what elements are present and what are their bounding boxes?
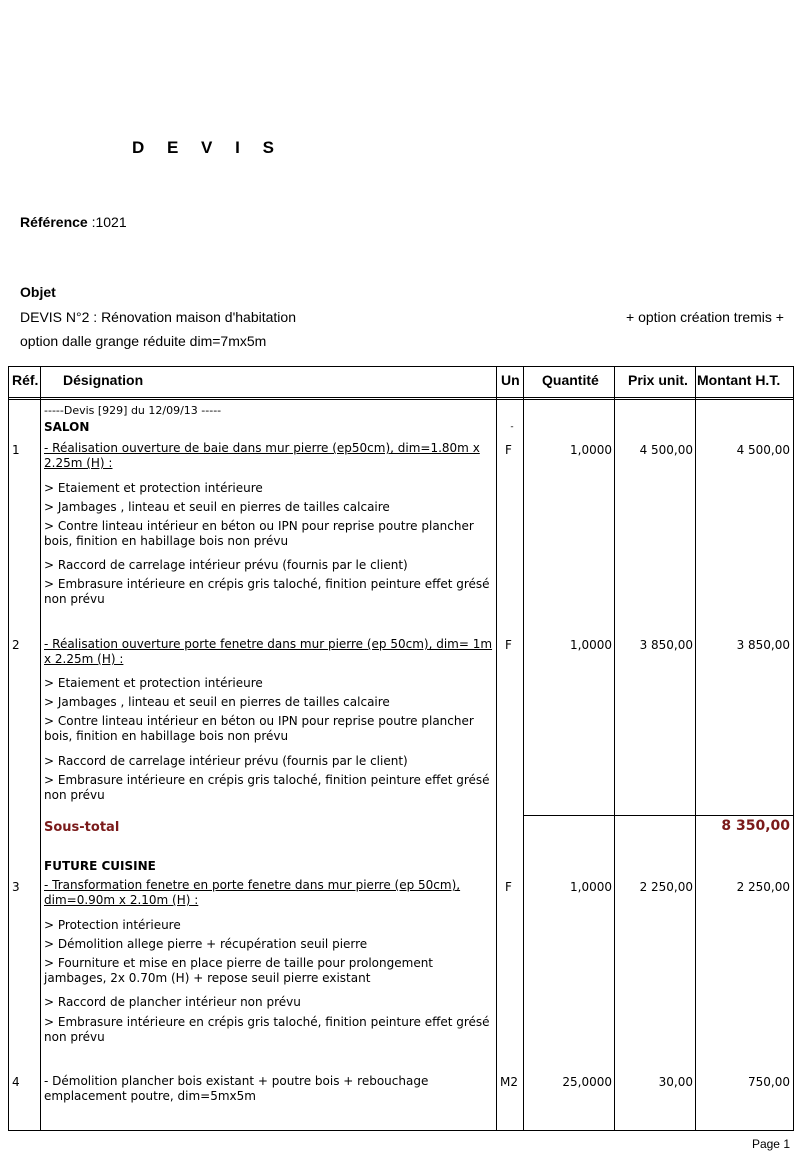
item-2-detail: > Embrasure intérieure en crépis gris taloché, finition peinture effet grésé non prévu	[44, 773, 490, 802]
subtotal-divider	[523, 815, 794, 816]
item-4-quantity: 25,0000	[562, 1075, 612, 1089]
item-1-price: 4 500,00	[639, 443, 693, 457]
col-divider-ref	[40, 366, 41, 1131]
col-header-quantite: Quantité	[542, 372, 599, 388]
item-3-amount: 2 250,00	[736, 880, 790, 894]
item-4-ref: 4	[12, 1075, 20, 1089]
item-3-detail: > Raccord de plancher intérieur non prévu	[44, 995, 301, 1009]
item-3-unit: F	[505, 880, 512, 894]
item-1-unit: F	[505, 443, 512, 457]
col-header-prix: Prix unit.	[628, 372, 688, 388]
objet-option: + option création tremis +	[626, 309, 784, 325]
reference-value: :1021	[91, 214, 127, 230]
item-2-title: - Réalisation ouverture porte fenetre dans mur pierre (ep 50cm), dim= 1m x 2.25m (H) :	[44, 637, 493, 666]
section-future-cuisine: FUTURE CUISINE	[44, 859, 156, 873]
item-2-detail: > Etaiement et protection intérieure	[44, 676, 263, 690]
item-3-price: 2 250,00	[639, 880, 693, 894]
item-1-title: - Réalisation ouverture de baie dans mur pierre (ep50cm), dim=1.80m x 2.25m (H) :	[44, 441, 480, 470]
subtotal-value: 8 350,00	[721, 818, 790, 834]
item-1-detail: > Embrasure intérieure en crépis gris taloché, finition peinture effet grésé non prévu	[44, 577, 490, 606]
item-4-price: 30,00	[658, 1075, 693, 1089]
item-2-detail: > Jambages , linteau et seuil en pierres de tailles calcaire	[44, 695, 390, 709]
item-1-detail: > Jambages , linteau et seuil en pierres de tailles calcaire	[44, 500, 390, 514]
header-divider	[8, 397, 794, 398]
salon-dash: -	[510, 422, 514, 432]
subtotal-label: Sous-total	[44, 820, 120, 835]
document-title: D E V I S	[132, 138, 283, 157]
item-2-detail: > Raccord de carrelage intérieur prévu (fournis par le client)	[44, 754, 408, 768]
col-divider-designation	[496, 366, 497, 1131]
col-divider-qty	[614, 366, 615, 1131]
page-number: Page 1	[751, 1137, 790, 1151]
item-1-detail: > Etaiement et protection intérieure	[44, 481, 263, 495]
reference-label: Référence	[20, 214, 88, 230]
item-3-title: - Transformation fenetre en porte fenetre dans mur pierre (ep 50cm), dim=0.90m x 2.10m (H) :	[44, 878, 461, 907]
item-3-detail: > Démolition allege pierre + récupération seuil pierre	[44, 937, 368, 951]
col-header-montant: Montant H.T.	[697, 372, 781, 388]
item-3-quantity: 1,0000	[570, 880, 612, 894]
item-1-detail: > Raccord de carrelage intérieur prévu (fournis par le client)	[44, 558, 408, 572]
objet-label: Objet	[20, 284, 56, 300]
item-2-detail: > Contre linteau intérieur en béton ou IPN pour reprise poutre plancher bois, finition en habillage bois non prévu	[44, 714, 474, 743]
objet-line-1: DEVIS N°2 : Rénovation maison d'habitation	[20, 309, 296, 325]
header-divider-2	[8, 399, 794, 400]
item-3-detail: > Embrasure intérieure en crépis gris taloché, finition peinture effet grésé non prévu	[44, 1015, 490, 1044]
item-1-detail: > Contre linteau intérieur en béton ou IPN pour reprise poutre plancher bois, finition en habillage bois non prévu	[44, 519, 474, 548]
col-header-un: Un	[501, 372, 520, 388]
item-4-unit: M2	[500, 1075, 518, 1089]
col-divider-un	[523, 366, 524, 1131]
objet-line-2: option dalle grange réduite dim=7mx5m	[20, 333, 267, 349]
item-2-ref: 2	[12, 638, 20, 652]
item-1-quantity: 1,0000	[570, 443, 612, 457]
devis-reference-line: -----Devis [929] du 12/09/13 -----	[44, 404, 222, 417]
item-4-title: - Démolition plancher bois existant + poutre bois + rebouchage emplacement poutre, dim=5mx5m	[44, 1074, 429, 1103]
reference	[20, 214, 127, 230]
item-1-ref: 1	[12, 443, 20, 457]
section-salon: SALON	[44, 420, 90, 434]
item-3-ref: 3	[12, 880, 20, 894]
col-divider-price	[695, 366, 696, 1131]
item-2-amount: 3 850,00	[736, 638, 790, 652]
item-1-amount: 4 500,00	[736, 443, 790, 457]
item-2-quantity: 1,0000	[570, 638, 612, 652]
item-2-unit: F	[505, 638, 512, 652]
item-4-amount: 750,00	[748, 1075, 790, 1089]
col-header-ref: Réf.	[12, 372, 39, 388]
item-3-detail: > Protection intérieure	[44, 918, 181, 932]
col-header-designation: Désignation	[63, 372, 144, 388]
item-3-detail: > Fourniture et mise en place pierre de taille pour prolongement jambages, 2x 0.70m (H) + repose seuil pierre existant	[44, 956, 434, 985]
item-2-price: 3 850,00	[639, 638, 693, 652]
